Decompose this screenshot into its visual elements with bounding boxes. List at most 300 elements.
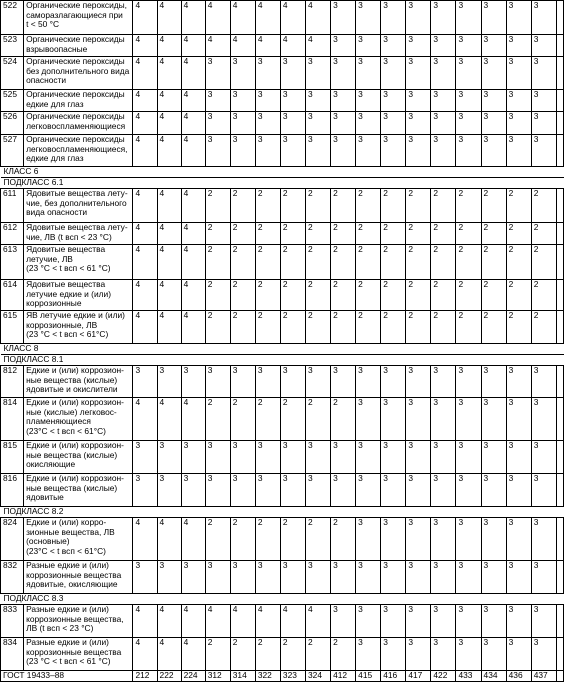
compatibility-value-cell: 3 xyxy=(531,638,556,671)
compatibility-value-cell: 4 xyxy=(157,638,181,671)
column-code-cell: 417 xyxy=(406,671,431,682)
hazard-description-cell xyxy=(24,112,133,135)
compatibility-value-cell: 2 xyxy=(230,518,255,561)
hazard-description-text: Ядовитые вещества летучие едкие и (или) коррозионные xyxy=(26,279,112,308)
compatibility-value-cell: 3 xyxy=(531,398,556,441)
hazard-description-cell xyxy=(24,474,133,507)
compatibility-value-cell: 3 xyxy=(431,366,456,398)
compatibility-value-cell: 4 xyxy=(157,189,181,223)
hazard-code-cell: 612 xyxy=(1,223,24,245)
compatibility-value-cell: 2 xyxy=(306,223,331,245)
compatibility-value-cell: 3 xyxy=(331,366,356,398)
compatibility-value-cell: 2 xyxy=(306,245,331,280)
compatibility-value-cell: 4 xyxy=(157,35,181,57)
compatibility-value-cell: 3 xyxy=(456,57,481,90)
compatibility-value-cell: 3 xyxy=(431,474,456,507)
compatibility-value-cell: 3 xyxy=(157,474,181,507)
compatibility-value-cell: 4 xyxy=(157,518,181,561)
compatibility-value-cell: 2 xyxy=(506,280,531,311)
compatibility-value-cell: 3 xyxy=(406,605,431,638)
compatibility-value-cell: 3 xyxy=(356,112,381,135)
edge-cell xyxy=(556,189,563,223)
compatibility-value-cell: 2 xyxy=(456,189,481,223)
compatibility-value-cell: 2 xyxy=(331,223,356,245)
hazard-code-cell: 526 xyxy=(1,112,24,135)
compatibility-value-cell: 3 xyxy=(331,474,356,507)
compatibility-value-cell: 4 xyxy=(181,638,205,671)
compatibility-value-cell: 3 xyxy=(481,605,506,638)
compatibility-value-cell: 4 xyxy=(133,280,157,311)
compatibility-value-cell: 2 xyxy=(230,280,255,311)
hazard-code-cell: 832 xyxy=(1,561,24,594)
compatibility-value-cell: 2 xyxy=(431,189,456,223)
compatibility-value-cell: 4 xyxy=(157,57,181,90)
compatibility-value-cell: 3 xyxy=(181,561,205,594)
compatibility-value-cell: 3 xyxy=(181,474,205,507)
compatibility-value-cell: 3 xyxy=(280,366,305,398)
compatibility-value-cell: 3 xyxy=(381,1,406,35)
compatibility-value-cell: 2 xyxy=(230,245,255,280)
compatibility-value-cell: 2 xyxy=(431,245,456,280)
compatibility-value-cell: 3 xyxy=(506,605,531,638)
compatibility-value-cell: 4 xyxy=(230,1,255,35)
compatibility-value-cell: 3 xyxy=(306,135,331,167)
hazard-description-text: Разные едкие и (или) коррозионные вещества, ЛВ (t всп < 23 °С) xyxy=(26,604,124,633)
compatibility-value-cell: 3 xyxy=(331,112,356,135)
compatibility-value-cell: 3 xyxy=(331,57,356,90)
compatibility-value-cell: 3 xyxy=(481,1,506,35)
compatibility-value-cell: 4 xyxy=(181,35,205,57)
section-row xyxy=(1,178,564,189)
hazard-code-cell: 834 xyxy=(1,638,24,671)
edge-cell xyxy=(556,135,563,167)
compatibility-value-cell: 2 xyxy=(255,223,280,245)
compatibility-value-cell: 4 xyxy=(280,1,305,35)
compatibility-value-cell: 3 xyxy=(481,57,506,90)
compatibility-value-cell: 3 xyxy=(381,561,406,594)
hazard-description-cell xyxy=(24,35,133,57)
edge-cell xyxy=(556,398,563,441)
compatibility-value-cell: 2 xyxy=(481,280,506,311)
compatibility-value-cell: 2 xyxy=(356,311,381,344)
compatibility-value-cell: 2 xyxy=(230,638,255,671)
edge-cell xyxy=(556,112,563,135)
compatibility-value-cell: 2 xyxy=(306,398,331,441)
compatibility-value-cell: 4 xyxy=(133,245,157,280)
section-row xyxy=(1,507,564,518)
compatibility-value-cell: 3 xyxy=(431,441,456,474)
compatibility-value-cell: 2 xyxy=(280,518,305,561)
compatibility-value-cell: 3 xyxy=(230,474,255,507)
table-row xyxy=(1,112,564,135)
compatibility-value-cell: 2 xyxy=(306,311,331,344)
compatibility-value-cell: 3 xyxy=(431,398,456,441)
compatibility-value-cell: 3 xyxy=(356,135,381,167)
compatibility-value-cell: 2 xyxy=(205,223,230,245)
compatibility-value-cell: 3 xyxy=(456,605,481,638)
compatibility-value-cell: 3 xyxy=(481,398,506,441)
compatibility-value-cell: 3 xyxy=(381,135,406,167)
compatibility-value-cell: 2 xyxy=(506,223,531,245)
hazard-description-text: Едкие и (или) коррозион- ные вещества (кислые) ядовитые и окислители xyxy=(26,365,124,394)
column-code-cell: 412 xyxy=(331,671,356,682)
compatibility-value-cell: 3 xyxy=(205,561,230,594)
compatibility-value-cell: 3 xyxy=(280,135,305,167)
edge-cell xyxy=(556,245,563,280)
compatibility-value-cell: 3 xyxy=(456,474,481,507)
compatibility-value-cell: 4 xyxy=(306,35,331,57)
compatibility-value-cell: 3 xyxy=(356,441,381,474)
compatibility-value-cell: 2 xyxy=(280,280,305,311)
hazard-code-cell: 527 xyxy=(1,135,24,167)
compatibility-value-cell: 3 xyxy=(255,57,280,90)
compatibility-value-cell: 2 xyxy=(230,189,255,223)
compatibility-value-cell: 3 xyxy=(157,441,181,474)
compatibility-value-cell: 3 xyxy=(506,112,531,135)
compatibility-value-cell: 3 xyxy=(481,518,506,561)
compatibility-value-cell: 3 xyxy=(205,441,230,474)
hazard-description-text: Органические пероксиды едкие для глаз xyxy=(26,89,125,109)
hazard-code-cell: 614 xyxy=(1,280,24,311)
compatibility-value-cell: 2 xyxy=(255,311,280,344)
compatibility-value-cell: 3 xyxy=(506,638,531,671)
compatibility-value-cell: 4 xyxy=(205,605,230,638)
compatibility-value-cell: 3 xyxy=(406,135,431,167)
hazard-description-text: Разные едкие и (или) коррозионные вещества (23 °С < t всп < 61 °С) xyxy=(26,637,122,666)
compatibility-value-cell: 3 xyxy=(506,1,531,35)
compatibility-value-cell: 3 xyxy=(205,135,230,167)
compatibility-value-cell: 2 xyxy=(280,245,305,280)
compatibility-value-cell: 3 xyxy=(481,35,506,57)
hazard-description-text: Ядовитые вещества лету- чие, без дополнительного вида опасности xyxy=(26,188,128,217)
compatibility-value-cell: 2 xyxy=(306,518,331,561)
edge-cell xyxy=(556,671,563,682)
compatibility-value-cell: 3 xyxy=(456,441,481,474)
section-heading: ПОДКЛАСС 6.1 xyxy=(1,178,564,189)
compatibility-value-cell: 3 xyxy=(205,90,230,112)
section-row xyxy=(1,167,564,178)
compatibility-value-cell: 3 xyxy=(356,474,381,507)
compatibility-value-cell: 2 xyxy=(280,311,305,344)
compatibility-value-cell: 2 xyxy=(255,518,280,561)
compatibility-value-cell: 4 xyxy=(205,35,230,57)
compatibility-value-cell: 3 xyxy=(306,441,331,474)
compatibility-value-cell: 3 xyxy=(481,441,506,474)
compatibility-value-cell: 2 xyxy=(331,311,356,344)
edge-cell xyxy=(556,441,563,474)
compatibility-value-cell: 2 xyxy=(255,398,280,441)
hazard-description-text: Едкие и (или) корро- зионные вещества, ЛВ (основные) (23°С < t всп < 61°С) xyxy=(26,517,115,556)
hazard-description-cell xyxy=(24,57,133,90)
compatibility-value-cell: 3 xyxy=(456,135,481,167)
compatibility-value-cell: 3 xyxy=(255,135,280,167)
compatibility-value-cell: 3 xyxy=(406,57,431,90)
compatibility-value-cell: 3 xyxy=(356,518,381,561)
table-row xyxy=(1,280,564,311)
compatibility-value-cell: 3 xyxy=(306,90,331,112)
compatibility-value-cell: 2 xyxy=(280,638,305,671)
table-row xyxy=(1,561,564,594)
hazard-description-cell xyxy=(24,135,133,167)
edge-cell xyxy=(556,90,563,112)
hazard-code-cell: 613 xyxy=(1,245,24,280)
compatibility-value-cell: 3 xyxy=(431,57,456,90)
compatibility-value-cell: 3 xyxy=(306,112,331,135)
compatibility-value-cell: 3 xyxy=(506,135,531,167)
compatibility-value-cell: 2 xyxy=(356,223,381,245)
compatibility-value-cell: 4 xyxy=(157,245,181,280)
compatibility-value-cell: 2 xyxy=(255,638,280,671)
compatibility-value-cell: 2 xyxy=(205,398,230,441)
compatibility-value-cell: 4 xyxy=(181,398,205,441)
table-row xyxy=(1,605,564,638)
compatibility-value-cell: 3 xyxy=(356,366,381,398)
compatibility-value-cell: 2 xyxy=(230,398,255,441)
compatibility-value-cell: 3 xyxy=(531,366,556,398)
edge-cell xyxy=(556,223,563,245)
column-code-cell: 433 xyxy=(456,671,481,682)
compatibility-value-cell: 2 xyxy=(381,223,406,245)
compatibility-value-cell: 3 xyxy=(381,366,406,398)
compatibility-value-cell: 4 xyxy=(133,518,157,561)
compatibility-value-cell: 3 xyxy=(381,518,406,561)
compatibility-value-cell: 2 xyxy=(456,280,481,311)
compatibility-value-cell: 3 xyxy=(456,561,481,594)
compatibility-value-cell: 4 xyxy=(306,605,331,638)
compatibility-value-cell: 4 xyxy=(157,1,181,35)
compatibility-value-cell: 2 xyxy=(356,280,381,311)
hazard-code-cell: 611 xyxy=(1,189,24,223)
table-row xyxy=(1,366,564,398)
compatibility-value-cell: 4 xyxy=(133,57,157,90)
compatibility-value-cell: 2 xyxy=(456,245,481,280)
compatibility-value-cell: 2 xyxy=(406,189,431,223)
hazard-description-text: Едкие и (или) коррозион- ные вещества (кислые) окисляющие xyxy=(26,440,124,469)
compatibility-value-cell: 3 xyxy=(157,561,181,594)
edge-cell xyxy=(556,35,563,57)
compatibility-value-cell: 3 xyxy=(331,441,356,474)
compatibility-value-cell: 3 xyxy=(431,112,456,135)
hazard-code-cell: 523 xyxy=(1,35,24,57)
compatibility-value-cell: 2 xyxy=(456,311,481,344)
hazard-description-text: ЯВ летучие едкие и (или) коррозионные, ЛВ (23 °С < t всп < 61°С) xyxy=(26,310,125,339)
compatibility-value-cell: 3 xyxy=(406,561,431,594)
hazard-code-cell: 524 xyxy=(1,57,24,90)
hazard-description-text: Едкие и (или) коррозион- ные (кислые) легковос- пламеняющиеся (23°С < t всп < 61°С) xyxy=(26,397,124,436)
hazard-description-cell xyxy=(24,311,133,344)
section-row xyxy=(1,594,564,605)
compatibility-value-cell: 2 xyxy=(205,245,230,280)
compatibility-value-cell: 3 xyxy=(406,35,431,57)
hazard-description-cell xyxy=(24,223,133,245)
compatibility-value-cell: 2 xyxy=(255,189,280,223)
section-row xyxy=(1,355,564,366)
compatibility-value-cell: 3 xyxy=(255,474,280,507)
section-heading: КЛАСС 8 xyxy=(1,344,564,355)
compatibility-value-cell: 2 xyxy=(356,245,381,280)
column-code-cell: 312 xyxy=(205,671,230,682)
compatibility-value-cell: 3 xyxy=(456,35,481,57)
compatibility-value-cell: 3 xyxy=(406,398,431,441)
hazard-code-cell: 615 xyxy=(1,311,24,344)
compatibility-value-cell: 3 xyxy=(255,441,280,474)
edge-cell xyxy=(556,366,563,398)
compatibility-value-cell: 3 xyxy=(506,441,531,474)
compatibility-value-cell: 3 xyxy=(431,35,456,57)
compatibility-value-cell: 2 xyxy=(306,189,331,223)
column-code-cell: 436 xyxy=(506,671,531,682)
compatibility-value-cell: 2 xyxy=(406,245,431,280)
edge-cell xyxy=(556,280,563,311)
column-code-cell: 422 xyxy=(431,671,456,682)
compatibility-value-cell: 2 xyxy=(531,311,556,344)
compatibility-value-cell: 2 xyxy=(506,311,531,344)
compatibility-value-cell: 4 xyxy=(157,223,181,245)
compatibility-value-cell: 2 xyxy=(331,189,356,223)
compatibility-value-cell: 3 xyxy=(331,561,356,594)
compatibility-value-cell: 3 xyxy=(356,638,381,671)
compatibility-value-cell: 2 xyxy=(205,311,230,344)
compatibility-value-cell: 3 xyxy=(381,398,406,441)
compatibility-value-cell: 3 xyxy=(280,441,305,474)
hazard-description-text: Органические пероксиды без дополнительного вида опасности xyxy=(26,56,130,85)
compatibility-value-cell: 3 xyxy=(280,561,305,594)
compatibility-value-cell: 4 xyxy=(133,112,157,135)
compatibility-value-cell: 3 xyxy=(331,605,356,638)
edge-cell xyxy=(556,57,563,90)
edge-cell xyxy=(556,518,563,561)
column-code-cell: 323 xyxy=(280,671,305,682)
compatibility-value-cell: 3 xyxy=(381,638,406,671)
table-row xyxy=(1,90,564,112)
compatibility-value-cell: 3 xyxy=(280,57,305,90)
section-row xyxy=(1,344,564,355)
compatibility-value-cell: 2 xyxy=(506,245,531,280)
compatibility-value-cell: 3 xyxy=(255,90,280,112)
compatibility-value-cell: 3 xyxy=(306,474,331,507)
hazard-description-cell xyxy=(24,561,133,594)
compatibility-value-cell: 3 xyxy=(331,135,356,167)
compatibility-value-cell: 4 xyxy=(157,112,181,135)
compatibility-value-cell: 3 xyxy=(456,90,481,112)
compatibility-value-cell: 3 xyxy=(431,1,456,35)
compatibility-value-cell: 3 xyxy=(481,366,506,398)
compatibility-value-cell: 2 xyxy=(306,280,331,311)
compatibility-value-cell: 4 xyxy=(255,1,280,35)
table-row xyxy=(1,35,564,57)
hazard-description-text: Ядовитые вещества лету- чие, ЛВ (t всп < 23 °С) xyxy=(26,222,128,242)
compatibility-value-cell: 3 xyxy=(205,366,230,398)
hazard-description-cell xyxy=(24,366,133,398)
compatibility-value-cell: 3 xyxy=(331,1,356,35)
compatibility-value-cell: 3 xyxy=(431,638,456,671)
compatibility-value-cell: 2 xyxy=(331,280,356,311)
compatibility-value-cell: 3 xyxy=(506,474,531,507)
compatibility-value-cell: 2 xyxy=(481,245,506,280)
compatibility-value-cell: 2 xyxy=(531,189,556,223)
compatibility-value-cell: 3 xyxy=(406,518,431,561)
compatibility-value-cell: 4 xyxy=(157,398,181,441)
compatibility-value-cell: 3 xyxy=(506,57,531,90)
compatibility-value-cell: 4 xyxy=(230,605,255,638)
edge-cell xyxy=(556,561,563,594)
compatibility-value-cell: 2 xyxy=(506,189,531,223)
compatibility-value-cell: 4 xyxy=(133,90,157,112)
compatibility-value-cell: 3 xyxy=(406,474,431,507)
section-heading: КЛАСС 6 xyxy=(1,167,564,178)
compatibility-value-cell: 4 xyxy=(181,280,205,311)
compatibility-value-cell: 3 xyxy=(255,112,280,135)
compatibility-value-cell: 4 xyxy=(157,135,181,167)
compatibility-value-cell: 4 xyxy=(181,57,205,90)
compatibility-value-cell: 2 xyxy=(456,223,481,245)
compatibility-value-cell: 3 xyxy=(133,441,157,474)
table-row xyxy=(1,398,564,441)
compatibility-value-cell: 4 xyxy=(181,112,205,135)
compatibility-value-cell: 3 xyxy=(456,366,481,398)
edge-cell xyxy=(556,605,563,638)
compatibility-value-cell: 3 xyxy=(230,366,255,398)
compatibility-value-cell: 4 xyxy=(133,638,157,671)
compatibility-value-cell: 3 xyxy=(406,1,431,35)
table-row xyxy=(1,474,564,507)
compatibility-value-cell: 3 xyxy=(381,605,406,638)
compatibility-value-cell: 3 xyxy=(531,35,556,57)
compatibility-value-cell: 4 xyxy=(255,605,280,638)
compatibility-value-cell: 3 xyxy=(506,90,531,112)
compatibility-value-cell: 3 xyxy=(306,57,331,90)
compatibility-value-cell: 3 xyxy=(133,366,157,398)
compatibility-value-cell: 4 xyxy=(133,398,157,441)
standard-label: ГОСТ 19433–88 xyxy=(1,671,133,682)
compatibility-value-cell: 3 xyxy=(456,518,481,561)
table-row xyxy=(1,638,564,671)
compatibility-value-cell: 3 xyxy=(406,441,431,474)
compatibility-value-cell: 3 xyxy=(481,638,506,671)
hazard-description-cell xyxy=(24,638,133,671)
compatibility-value-cell: 3 xyxy=(356,605,381,638)
footer-row xyxy=(1,671,564,682)
compatibility-value-cell: 4 xyxy=(133,135,157,167)
column-code-cell: 314 xyxy=(230,671,255,682)
compatibility-value-cell: 3 xyxy=(356,57,381,90)
compatibility-value-cell: 3 xyxy=(331,35,356,57)
compatibility-value-cell: 3 xyxy=(157,366,181,398)
compatibility-value-cell: 3 xyxy=(356,35,381,57)
compatibility-value-cell: 2 xyxy=(255,280,280,311)
compatibility-value-cell: 3 xyxy=(531,57,556,90)
hazard-description-cell xyxy=(24,245,133,280)
compatibility-value-cell: 4 xyxy=(230,35,255,57)
compatibility-value-cell: 3 xyxy=(356,1,381,35)
compatibility-value-cell: 2 xyxy=(431,223,456,245)
compatibility-value-cell: 3 xyxy=(431,518,456,561)
compatibility-value-cell: 2 xyxy=(431,311,456,344)
compatibility-value-cell: 3 xyxy=(531,1,556,35)
compatibility-value-cell: 4 xyxy=(133,189,157,223)
compatibility-value-cell: 4 xyxy=(133,223,157,245)
compatibility-value-cell: 2 xyxy=(481,311,506,344)
compatibility-value-cell: 3 xyxy=(133,474,157,507)
compatibility-value-cell: 3 xyxy=(356,561,381,594)
compatibility-value-cell: 3 xyxy=(531,90,556,112)
section-heading: ПОДКЛАСС 8.1 xyxy=(1,355,564,366)
compatibility-value-cell: 2 xyxy=(255,245,280,280)
compatibility-value-cell: 3 xyxy=(230,57,255,90)
compatibility-value-cell: 3 xyxy=(481,474,506,507)
compatibility-value-cell: 2 xyxy=(205,280,230,311)
compatibility-value-cell: 2 xyxy=(230,223,255,245)
